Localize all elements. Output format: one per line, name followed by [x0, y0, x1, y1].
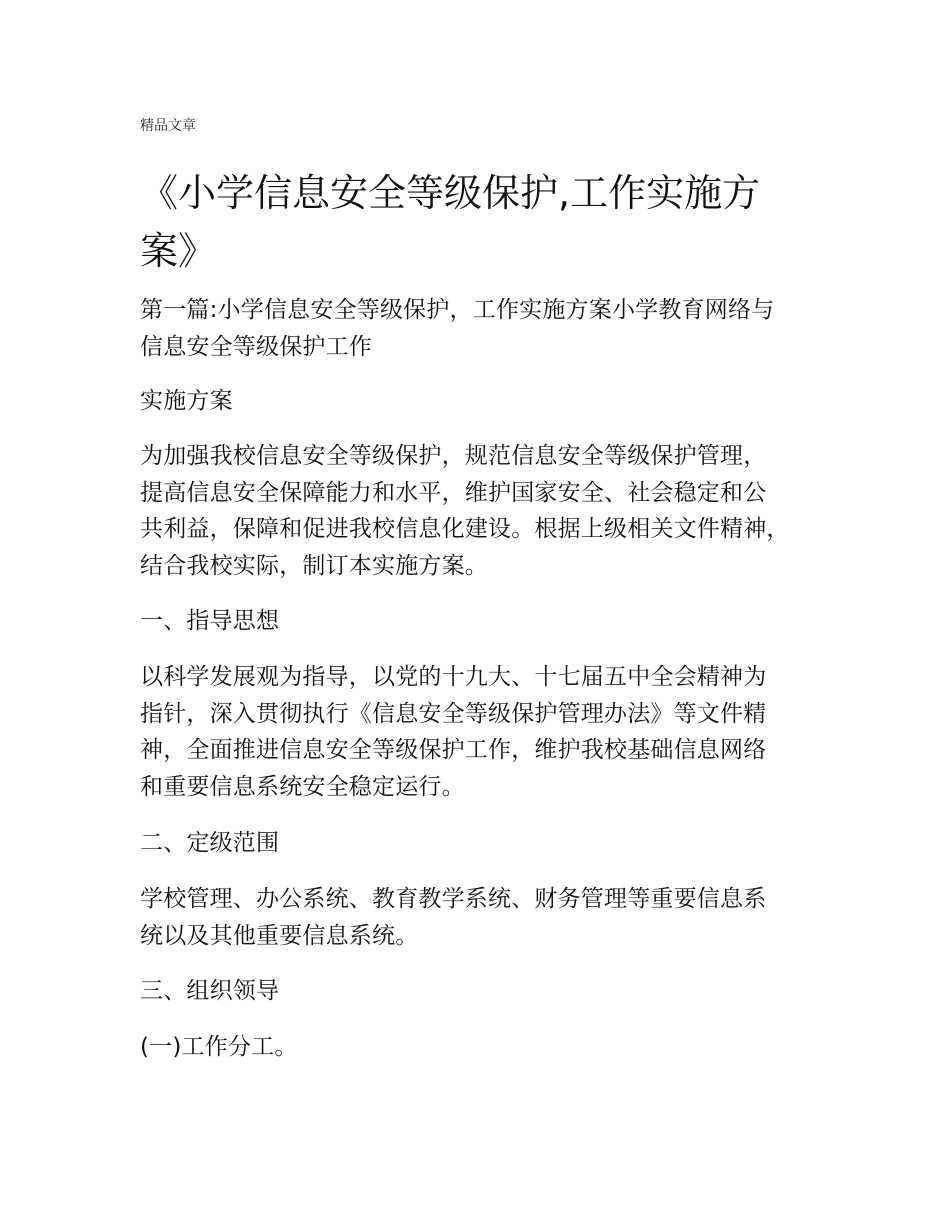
text-line: 结合我校实际，制订本实施方案。 [140, 552, 488, 579]
title-line: 《小学信息安全等级保护,工作实施方 [140, 171, 761, 215]
subsection-heading [140, 1029, 830, 1066]
text-line: 提高信息安全保障能力和水平，维护国家安全、社会稳定和公 [140, 479, 767, 506]
text-line: 为加强我校信息安全等级保护，规范信息安全等级保护管理， [140, 443, 767, 469]
text-line: 共利益，保障和促进我校信息化建设。根据上级相关文件精神， [140, 516, 790, 542]
paragraph-purpose [140, 438, 830, 584]
text-line: 三、组织领导 [140, 978, 280, 1004]
header-label: 精品文章 [140, 118, 196, 134]
title-line: 案》 [140, 229, 217, 273]
paragraph-intro [140, 292, 830, 365]
paragraph-subtitle [140, 383, 830, 420]
section-heading-1 [140, 603, 830, 640]
section-heading-3 [140, 973, 830, 1010]
text-line: 第一篇:小学信息安全等级保护，工作实施方案小学教育网络与 [140, 297, 775, 323]
document-title [140, 164, 780, 280]
text-line: 神，全面推进信息安全等级保护工作，维护我校基础信息网络 [140, 737, 767, 763]
paragraph-guidance [140, 659, 830, 805]
text-line: (一)工作分工。 [140, 1034, 298, 1060]
paragraph-scope [140, 881, 830, 954]
text-line: 二、定级范围 [140, 830, 280, 856]
text-line: 指针，深入贯彻执行《信息安全等级保护管理办法》等文件精 [140, 700, 767, 727]
text-line: 和重要信息系统安全稳定运行。 [140, 773, 465, 800]
text-line: 实施方案 [140, 388, 233, 414]
text-line: 信息安全等级保护工作 [140, 333, 372, 360]
text-line: 一、指导思想 [140, 608, 280, 634]
section-heading-2 [140, 825, 830, 862]
text-line: 统以及其他重要信息系统。 [140, 922, 419, 949]
text-line: 学校管理、办公系统、教育教学系统、财务管理等重要信息系 [140, 886, 767, 912]
text-line: 以科学发展观为指导，以党的十九大、十七届五中全会精神为 [140, 664, 767, 690]
